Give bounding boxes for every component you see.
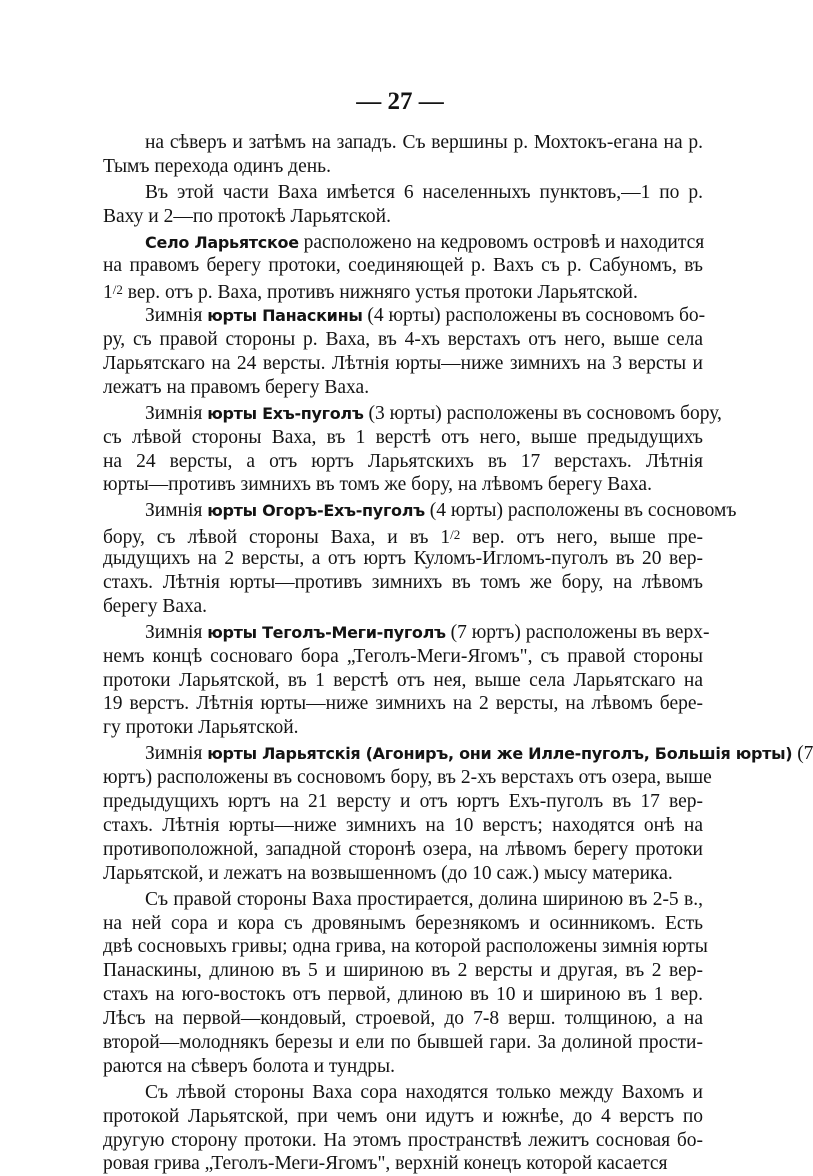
text-line: гу протоки Ларьятской.	[103, 717, 299, 739]
text-line	[103, 231, 703, 255]
text-line: протокой Ларьятской, при чемъ они идутъ и южнѣе, до 4 верстъ по	[103, 1105, 703, 1127]
settlement-name: юрты Ехъ-пуголъ	[207, 403, 364, 423]
text-line: на 24 версты, а отъ юртъ Ларьятскихъ въ 17 верстахъ. Лѣтнія	[103, 450, 703, 472]
text-line	[103, 742, 813, 766]
lead-prefix: Зимнія	[145, 500, 203, 522]
settlement-name: Село Ларьятское	[145, 232, 299, 252]
text-line: на ней сора и кора съ дровянымъ березнякомъ и осинникомъ. Есть	[103, 912, 703, 934]
body-text	[103, 131, 813, 1176]
text-line	[103, 304, 706, 328]
text-line: двѣ сосновыхъ гривы; одна грива, на которой расположены зимнія юрты	[103, 936, 708, 958]
fraction-half: /2	[112, 282, 123, 298]
text-line: Съ лѣвой стороны Ваха сора находятся только между Вахомъ и	[145, 1081, 703, 1103]
text-line: Ларьятской, и лежатъ на возвышенномъ (до 10 саж.) мысу материка.	[103, 862, 673, 884]
text-line: Ваху и 2—по протокѣ Ларьятской.	[103, 205, 391, 227]
lead-prefix: Зимнія	[145, 621, 203, 643]
text-line: ру, съ правой стороны р. Ваха, въ 4-хъ верстахъ отъ него, выше села	[103, 329, 703, 351]
lead-prefix: Зимнія	[145, 402, 203, 424]
line-text: (7	[797, 743, 813, 765]
settlement-name: юрты Огоръ-Ехъ-пуголъ	[207, 501, 425, 521]
text-line: раются на сѣверъ болота и тундры.	[103, 1055, 395, 1077]
line-text: расположено на кедровомъ островѣ и находится	[303, 231, 705, 253]
text-line: второй—молоднякъ березы и ели по бывшей гари. За долиной прости-	[103, 1031, 703, 1053]
text-line: противоположной, западной сторонѣ озера, на лѣвомъ берегу протоки	[103, 838, 703, 860]
page-number: — 27 —	[356, 88, 444, 115]
text-line: стахъ на юго-востокъ отъ первой, длиною въ 10 и шириною въ 1 вер.	[103, 984, 703, 1006]
text-line: Тымъ перехода одинъ день.	[103, 155, 331, 177]
text-line: юртъ) расположены въ сосновомъ бору, въ 2-хъ верстахъ отъ озера, выше	[103, 767, 712, 789]
text-line	[103, 621, 710, 645]
fraction-half: /2	[450, 527, 461, 543]
text-line: предыдущихъ юртъ на 21 версту и отъ юртъ Ехъ-пуголъ въ 17 вер-	[103, 791, 703, 813]
text-line: на правомъ берегу протоки, соединяющей р. Вахъ съ р. Сабуномъ, въ	[103, 255, 703, 277]
settlement-name: юрты Панаскины	[207, 306, 363, 326]
text-line: ровая грива „Теголъ-Меги-Ягомъ", верхній конецъ которой касается	[103, 1153, 668, 1175]
text-line: протоки Ларьятской, въ 1 верстѣ отъ нея, выше села Ларьятскаго на	[103, 669, 703, 691]
text-line: 19 верстъ. Лѣтнія юрты—ниже зимнихъ на 2 версты, на лѣвомъ бере-	[103, 693, 703, 715]
text-line	[103, 499, 737, 523]
text-line: лежатъ на правомъ берегу Ваха.	[103, 376, 370, 398]
text-line: на сѣверъ и затѣмъ на западъ. Съ вершины р. Мохтокъ-егана на р.	[145, 132, 703, 153]
line-text: (7 юртъ) расположены въ верх-	[450, 621, 710, 643]
line-text: (3 юрты) расположены въ сосновомъ бору,	[368, 402, 722, 424]
lead-prefix: Зимнія	[145, 743, 203, 765]
text-line: съ лѣвой стороны Ваха, въ 1 верстѣ отъ него, выше предыдущихъ	[103, 426, 703, 448]
text-line: Въ этой части Ваха имѣется 6 населенныхъ пунктовъ,—1 по р.	[145, 181, 703, 203]
text-line: Панаскины, длиною въ 5 и шириною въ 2 версты и другая, въ 2 вер-	[103, 960, 703, 982]
lead-prefix: Зимнія	[145, 305, 203, 327]
text-line: юрты—противъ зимнихъ въ томъ же бору, на лѣвомъ берегу Ваха.	[103, 474, 652, 496]
text-line: другую сторону протоки. На этомъ пространствѣ лежитъ сосновая бо-	[103, 1129, 703, 1151]
text-line: Лѣсъ на первой—кондовый, строевой, до 7-8 верш. толщиною, а на	[103, 1008, 703, 1030]
text-line: стахъ. Лѣтнія юрты—ниже зимнихъ на 10 верстъ; находятся онѣ на	[103, 814, 703, 836]
text-line: Съ правой стороны Ваха простирается, долина шириною въ 2-5 в.,	[145, 888, 703, 910]
text-line: дыдущихъ на 2 версты, а отъ юртъ Куломъ-Игломъ-пуголъ въ 20 вер-	[103, 548, 703, 570]
settlement-name: юрты Теголъ-Меги-пуголъ	[207, 622, 446, 642]
text-line: бору, съ лѣвой стороны Ваха, и въ $1^{/2}$ вер. отъ него, выше пре-	[103, 527, 703, 549]
text-line: берегу Ваха.	[103, 595, 208, 617]
text-line: немъ концѣ сосноваго бора „Теголъ-Меги-Ягомъ", съ правой стороны	[103, 645, 703, 667]
text-line: Ларьятскаго на 24 версты. Лѣтнія юрты—ниже зимнихъ на 3 версты и	[103, 353, 703, 375]
settlement-name: юрты Ларьятскія (Агониръ, они же Илле-пуголъ, Большія юрты)	[207, 744, 793, 764]
text-line: стахъ. Лѣтнія юрты—противъ зимнихъ въ томъ же бору, на лѣвомъ	[103, 572, 703, 594]
text-line	[103, 402, 722, 426]
line-text: (4 юрты) расположены въ сосновомъ	[429, 500, 737, 522]
text-line: $1^{/2}$ вер. отъ р. Ваха, противъ нижняго устья протоки Ларьятской.	[103, 282, 638, 304]
line-text: (4 юрты) расположены въ сосновомъ бо-	[367, 305, 706, 327]
